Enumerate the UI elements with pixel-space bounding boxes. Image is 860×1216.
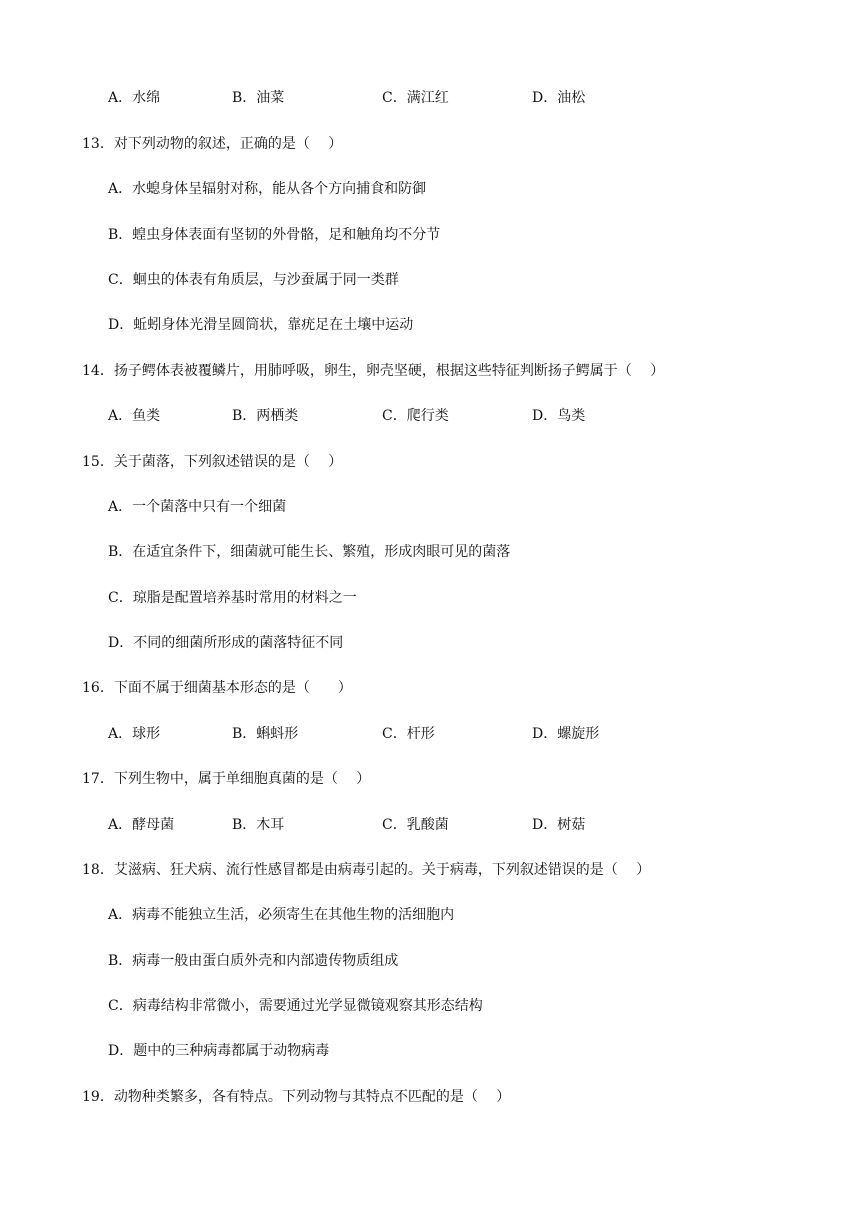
option-c: C．乳酸菌 <box>382 817 449 833</box>
question-stem: 16．下面不属于细菌基本形态的是（ ） <box>82 680 352 696</box>
question-stem: 17．下列生物中，属于单细胞真菌的是（ ） <box>82 771 371 787</box>
option-b: B．在适宜条件下，细菌就可能生长、繁殖，形成肉眼可见的菌落 <box>108 544 511 560</box>
option-b: B．木耳 <box>232 817 285 833</box>
q12-option-b: B．油菜 <box>232 90 285 106</box>
option-c: C．病毒结构非常微小，需要通过光学显微镜观察其形态结构 <box>108 998 483 1014</box>
option-d: D．螺旋形 <box>532 726 600 742</box>
option-a: A．病毒不能独立生活，必须寄生在其他生物的活细胞内 <box>108 907 455 923</box>
option-a: A．一个菌落中只有一个细菌 <box>108 499 287 515</box>
option-c: C．琼脂是配置培养基时常用的材料之一 <box>108 590 357 606</box>
option-a: A．鱼类 <box>108 408 161 424</box>
q12-option-a: A．水绵 <box>108 90 161 106</box>
option-d: D．蚯蚓身体光滑呈圆筒状，靠疣足在土壤中运动 <box>108 317 414 333</box>
question-stem: 19．动物种类繁多，各有特点。下列动物与其特点不匹配的是（ ） <box>82 1089 511 1105</box>
option-b: B．蝗虫身体表面有坚韧的外骨骼，足和触角均不分节 <box>108 227 441 243</box>
question-stem: 13．对下列动物的叙述，正确的是（ ） <box>82 136 343 152</box>
option-b: B．两栖类 <box>232 408 299 424</box>
option-d: D．题中的三种病毒都属于动物病毒 <box>108 1043 330 1059</box>
option-b: B．蝌蚪形 <box>232 726 299 742</box>
q12-option-c: C．满江红 <box>382 90 449 106</box>
q12-option-d: D．油松 <box>532 90 586 106</box>
option-b: B．病毒一般由蛋白质外壳和内部遗传物质组成 <box>108 953 399 969</box>
option-d: D．鸟类 <box>532 408 586 424</box>
option-c: C．蛔虫的体表有角质层，与沙蚕属于同一类群 <box>108 272 399 288</box>
question-stem: 18．艾滋病、狂犬病、流行性感冒都是由病毒引起的。关于病毒，下列叙述错误的是（ ） <box>82 862 651 878</box>
option-c: C．爬行类 <box>382 408 449 424</box>
option-d: D．树菇 <box>532 817 586 833</box>
option-a: A．酵母菌 <box>108 817 175 833</box>
option-a: A．水螅身体呈辐射对称，能从各个方向捕食和防御 <box>108 181 427 197</box>
option-d: D．不同的细菌所形成的菌落特征不同 <box>108 635 344 651</box>
option-c: C．杆形 <box>382 726 435 742</box>
question-stem: 14．扬子鳄体表被覆鳞片，用肺呼吸，卵生，卵壳坚硬，根据这些特征判断扬子鳄属于（ ） <box>82 363 665 379</box>
option-a: A．球形 <box>108 726 161 742</box>
question-stem: 15．关于菌落，下列叙述错误的是（ ） <box>82 454 343 470</box>
